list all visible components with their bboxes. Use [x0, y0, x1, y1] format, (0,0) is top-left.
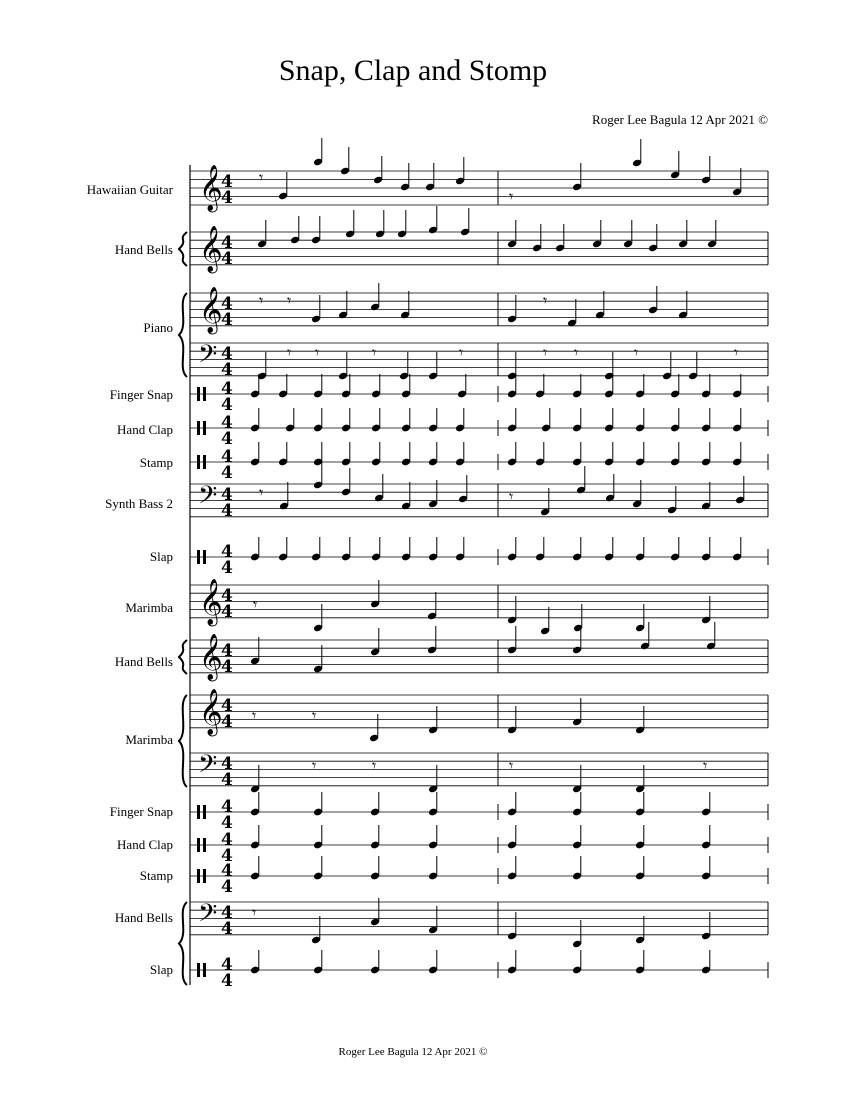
- rest-icon: 𝄾: [312, 706, 317, 725]
- rest-icon: 𝄾: [372, 756, 377, 775]
- instrument-label-marimba-2: Marimba: [125, 732, 173, 747]
- time-signature-denominator: 4: [221, 360, 233, 380]
- time-signature-numerator: 4: [221, 172, 233, 192]
- time-signature-numerator: 4: [221, 586, 233, 606]
- treble-clef-icon: 𝄞: [199, 579, 223, 625]
- instrument-label-hand-bells-3: Hand Bells: [114, 910, 173, 925]
- brace-marimba: [179, 695, 187, 787]
- time-signature-denominator: 4: [221, 602, 233, 622]
- percussion-clef-icon: [197, 387, 200, 401]
- percussion-clef-icon: [203, 805, 206, 819]
- instrument-label-hand-clap-2: Hand Clap: [117, 837, 173, 852]
- treble-clef-icon: 𝄞: [199, 165, 223, 211]
- rest-icon: 𝄾: [259, 483, 264, 502]
- rest-icon: 𝄾: [543, 291, 548, 310]
- time-signature-numerator: 4: [221, 861, 233, 881]
- percussion-clef-icon: [203, 963, 206, 977]
- instrument-label-marimba: Marimba: [125, 600, 173, 615]
- instrument-label-hand-bells-2: Hand Bells: [114, 654, 173, 669]
- time-signature-numerator: 4: [221, 294, 233, 314]
- bass-clef-icon: 𝄢: [198, 481, 218, 516]
- percussion-clef-icon: [203, 550, 206, 564]
- bass-clef-icon: 𝄢: [198, 899, 218, 934]
- rest-icon: 𝄾: [703, 756, 708, 775]
- brace-hand-bells: [179, 232, 187, 266]
- time-signature-denominator: 4: [221, 310, 233, 330]
- instrument-label-piano: Piano: [143, 320, 173, 335]
- instrument-label-finger-snap: Finger Snap: [109, 387, 173, 402]
- rest-icon: 𝄾: [287, 343, 292, 362]
- instrument-label-hand-bells: Hand Bells: [114, 242, 173, 257]
- percussion-clef-icon: [197, 838, 200, 852]
- rest-icon: 𝄾: [574, 343, 579, 362]
- rest-icon: 𝄾: [734, 343, 739, 362]
- rest-icon: 𝄾: [315, 343, 320, 362]
- percussion-clef-icon: [203, 455, 206, 469]
- time-signature-numerator: 4: [221, 754, 233, 774]
- treble-clef-icon: 𝄞: [199, 689, 223, 735]
- time-signature-numerator: 4: [221, 233, 233, 253]
- time-signature-numerator: 4: [221, 797, 233, 817]
- rest-icon: 𝄾: [509, 187, 514, 206]
- time-signature-denominator: 4: [221, 188, 233, 208]
- percussion-clef-icon: [197, 805, 200, 819]
- time-signature-denominator: 4: [221, 846, 233, 866]
- rest-icon: 𝄾: [509, 756, 514, 775]
- percussion-clef-icon: [203, 838, 206, 852]
- rest-icon: 𝄾: [312, 756, 317, 775]
- time-signature-denominator: 4: [221, 712, 233, 732]
- bass-clef-icon: 𝄢: [198, 750, 218, 785]
- time-signature-denominator: 4: [221, 395, 233, 415]
- time-signature-denominator: 4: [221, 429, 233, 449]
- instrument-label-hawaiian-guitar: Hawaiian Guitar: [86, 182, 173, 197]
- brace-hand-bells-2: [179, 640, 187, 674]
- rest-icon: 𝄾: [509, 487, 514, 506]
- percussion-clef-icon: [197, 455, 200, 469]
- rest-icon: 𝄾: [259, 168, 264, 187]
- percussion-clef-icon: [197, 421, 200, 435]
- time-signature-numerator: 4: [221, 696, 233, 716]
- instrument-label-slap: Slap: [149, 549, 173, 564]
- time-signature-numerator: 4: [221, 447, 233, 467]
- instrument-label-synth-bass: Synth Bass 2: [105, 496, 173, 511]
- time-signature-numerator: 4: [221, 413, 233, 433]
- bass-clef-icon: 𝄢: [198, 340, 218, 375]
- time-signature-numerator: 4: [221, 955, 233, 975]
- time-signature-denominator: 4: [221, 558, 233, 578]
- rest-icon: 𝄾: [543, 343, 548, 362]
- time-signature-denominator: 4: [221, 249, 233, 269]
- time-signature-denominator: 4: [221, 971, 233, 991]
- rest-icon: 𝄾: [252, 903, 257, 922]
- instrument-label-slap-2: Slap: [149, 962, 173, 977]
- rest-icon: 𝄾: [252, 706, 257, 725]
- instrument-label-stamp-2: Stamp: [139, 868, 173, 883]
- time-signature-numerator: 4: [221, 830, 233, 850]
- instrument-label-hand-clap: Hand Clap: [117, 422, 173, 437]
- treble-clef-icon: 𝄞: [199, 634, 223, 680]
- score-title: Snap, Clap and Stomp: [278, 54, 548, 87]
- time-signature-denominator: 4: [221, 813, 233, 833]
- percussion-clef-icon: [203, 869, 206, 883]
- percussion-clef-icon: [203, 421, 206, 435]
- percussion-clef-icon: [197, 869, 200, 883]
- time-signature-numerator: 4: [221, 641, 233, 661]
- time-signature-numerator: 4: [221, 344, 233, 364]
- time-signature-numerator: 4: [221, 542, 233, 562]
- treble-clef-icon: 𝄞: [199, 226, 223, 272]
- time-signature-denominator: 4: [221, 770, 233, 790]
- percussion-clef-icon: [197, 550, 200, 564]
- rest-icon: 𝄾: [459, 343, 464, 362]
- percussion-clef-icon: [203, 387, 206, 401]
- treble-clef-icon: 𝄞: [199, 287, 223, 333]
- time-signature-denominator: 4: [221, 463, 233, 483]
- rest-icon: 𝄾: [372, 343, 377, 362]
- rest-icon: 𝄾: [634, 343, 639, 362]
- time-signature-numerator: 4: [221, 485, 233, 505]
- time-signature-denominator: 4: [221, 877, 233, 897]
- percussion-clef-icon: [197, 963, 200, 977]
- rest-icon: 𝄾: [253, 595, 258, 614]
- rest-icon: 𝄾: [287, 291, 292, 310]
- time-signature-denominator: 4: [221, 501, 233, 521]
- instrument-label-finger-snap-2: Finger Snap: [109, 804, 173, 819]
- time-signature-numerator: 4: [221, 379, 233, 399]
- composer-credit: Roger Lee Bagula 12 Apr 2021 ©: [592, 112, 768, 127]
- time-signature-denominator: 4: [221, 657, 233, 677]
- rest-icon: 𝄾: [259, 291, 264, 310]
- time-signature-denominator: 4: [221, 919, 233, 939]
- brace-piano: [179, 293, 187, 377]
- brace-hand-bells-slap: [179, 902, 187, 985]
- instrument-label-stamp: Stamp: [139, 455, 173, 470]
- footer-credit: Roger Lee Bagula 12 Apr 2021 ©: [338, 1046, 488, 1058]
- time-signature-numerator: 4: [221, 903, 233, 923]
